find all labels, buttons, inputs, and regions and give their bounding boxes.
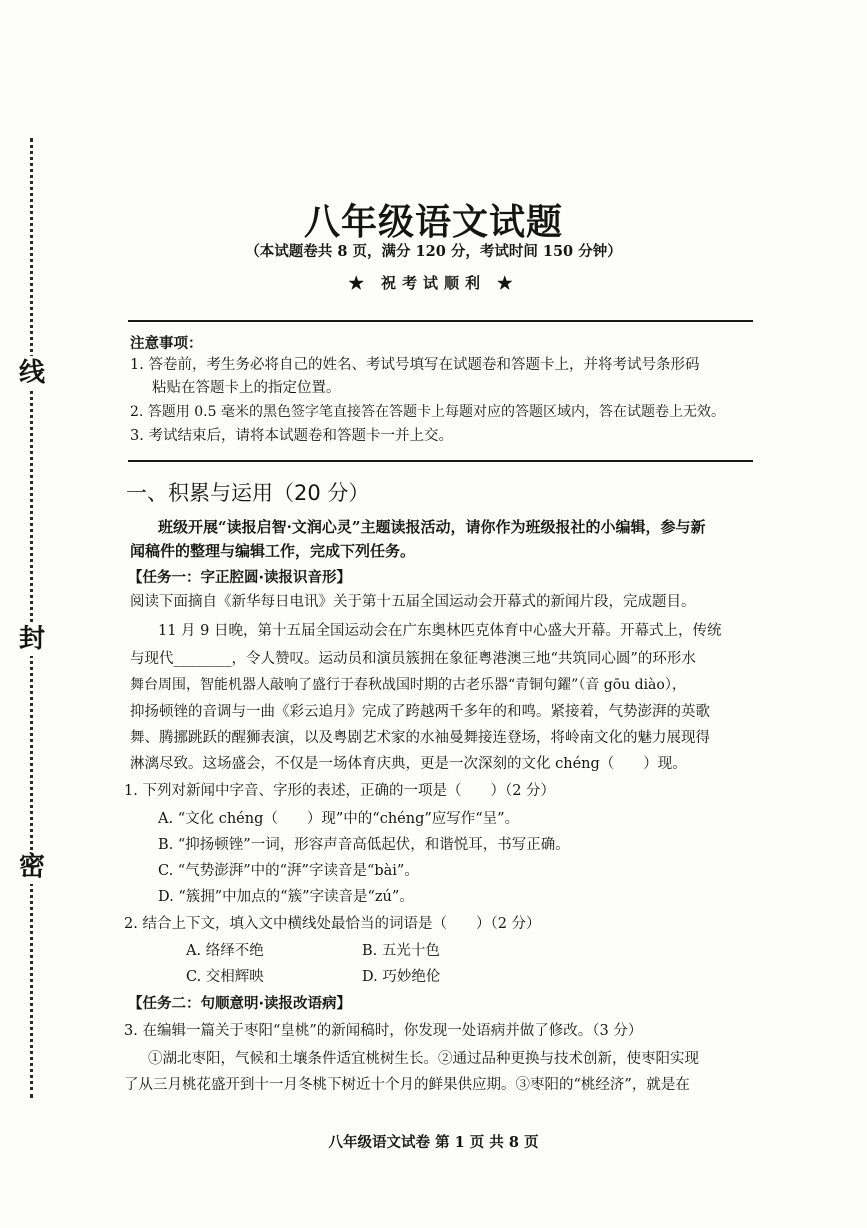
q1-option-a: A. “文化 chéng（ ）现”中的“chéng”应写作“呈”。	[158, 811, 520, 827]
section-heading: 一、积累与运用（20 分）	[126, 481, 370, 505]
passage-line-3: 舞台周围，智能机器人敲响了盛行于春秋战国时期的古老乐器“青铜句鑃”（音 gōu diào），	[130, 677, 686, 693]
question-1-stem: 1. 下列对新闻中字音、字形的表述，正确的一项是（ ）（2 分）	[124, 783, 556, 799]
section-intro-2: 闻稿件的整理与编辑工作，完成下列任务。	[130, 542, 416, 560]
notice-line-3: 3. 考试结束后，请将本试题卷和答题卡一并上交。	[130, 428, 453, 444]
q3-text-line-1: ①湖北枣阳，气候和土壤条件适宜桃树生长。②通过品种更换与技术创新，使枣阳实现	[148, 1051, 699, 1067]
question-2-stem: 2. 结合上下文，填入文中横线处最恰当的词语是（ ）（2 分）	[124, 916, 541, 932]
q2-option-b: B. 五光十色	[362, 943, 440, 959]
q2-option-d: D. 巧妙绝伦	[362, 969, 441, 985]
notice-line-2: 2. 答题用 0.5 毫米的黑色签字笔直接答在答题卡上每题对应的答题区域内，答在试题卷上无效。	[130, 404, 725, 420]
notice-line-1-cont: 粘贴在答题卡上的指定位置。	[152, 380, 341, 396]
binding-char-mi: 密	[18, 852, 45, 882]
task-two-heading: 【任务二：句顺意明·读报改语病】	[128, 996, 352, 1012]
notice-line-1: 1. 答卷前，考生务必将自己的姓名、考试号填写在试题卷和答题卡上，并将考试号条形码	[130, 357, 700, 373]
section-intro-1: 班级开展“读报启智·文润心灵”主题读报活动，请你作为班级报社的小编辑，参与新	[158, 518, 706, 536]
q1-option-b: B. “抑扬顿锉”一词，形容声音高低起伏，和谐悦耳，书写正确。	[158, 837, 570, 853]
q1-option-c: C. “气势澎湃”中的“湃”字读音是“bài”。	[158, 863, 419, 879]
passage-line-1: 11 月 9 日晚，第十五届全国运动会在广东奥林匹克体育中心盛大开幕。开幕式上，传统	[158, 623, 722, 639]
exam-title: 八年级语文试题	[303, 202, 563, 243]
exam-subtitle: （本试题卷共 8 页，满分 120 分，考试时间 150 分钟）	[245, 243, 622, 260]
passage-line-4: 抑扬顿锉的音调与一曲《彩云追月》完成了跨越两千多年的和鸣。紧接着，气势澎湃的英歌	[130, 704, 710, 720]
divider-top	[128, 320, 753, 322]
blessing-line: ★ 祝考试顺利 ★	[348, 274, 519, 292]
passage-line-6: 淋漓尽致。这场盛会，不仅是一场体育庆典，更是一次深刻的文化 chéng（ ）现。	[130, 756, 687, 772]
binding-char-feng: 封	[18, 624, 45, 654]
q1-option-d: D. “簇拥”中加点的“簇”字读音是“zú”。	[158, 889, 414, 905]
read-instruction: 阅读下面摘自《新华每日电讯》关于第十五届全国运动会开幕式的新闻片段，完成题目。	[130, 594, 696, 610]
passage-line-5: 舞、腾挪跳跃的醒狮表演，以及粤剧艺术家的水袖曼舞接连登场，将岭南文化的魅力展现得	[130, 730, 710, 746]
question-3-stem: 3. 在编辑一篇关于枣阳“皇桃”的新闻稿时，你发现一处语病并做了修改。（3 分）	[124, 1023, 643, 1039]
task-one-heading: 【任务一：字正腔圆·读报识音形】	[128, 570, 352, 586]
binding-char-xian: 线	[18, 358, 45, 388]
q2-option-a: A. 络绎不绝	[186, 943, 264, 959]
notice-heading: 注意事项：	[130, 336, 203, 352]
q3-text-line-2: 了从三月桃花盛开到十一月冬桃下树近十个月的鲜果供应期。③枣阳的“桃经济”，就是在	[124, 1077, 690, 1093]
q2-option-c: C. 交相辉映	[186, 969, 264, 985]
passage-line-2: 与现代________，令人赞叹。运动员和演员簇拥在象征粤港澳三地“共筑同心圆”的环形水	[130, 651, 696, 667]
divider-bottom	[128, 460, 753, 462]
page-footer: 八年级语文试卷 第 1 页 共 8 页	[328, 1134, 539, 1151]
